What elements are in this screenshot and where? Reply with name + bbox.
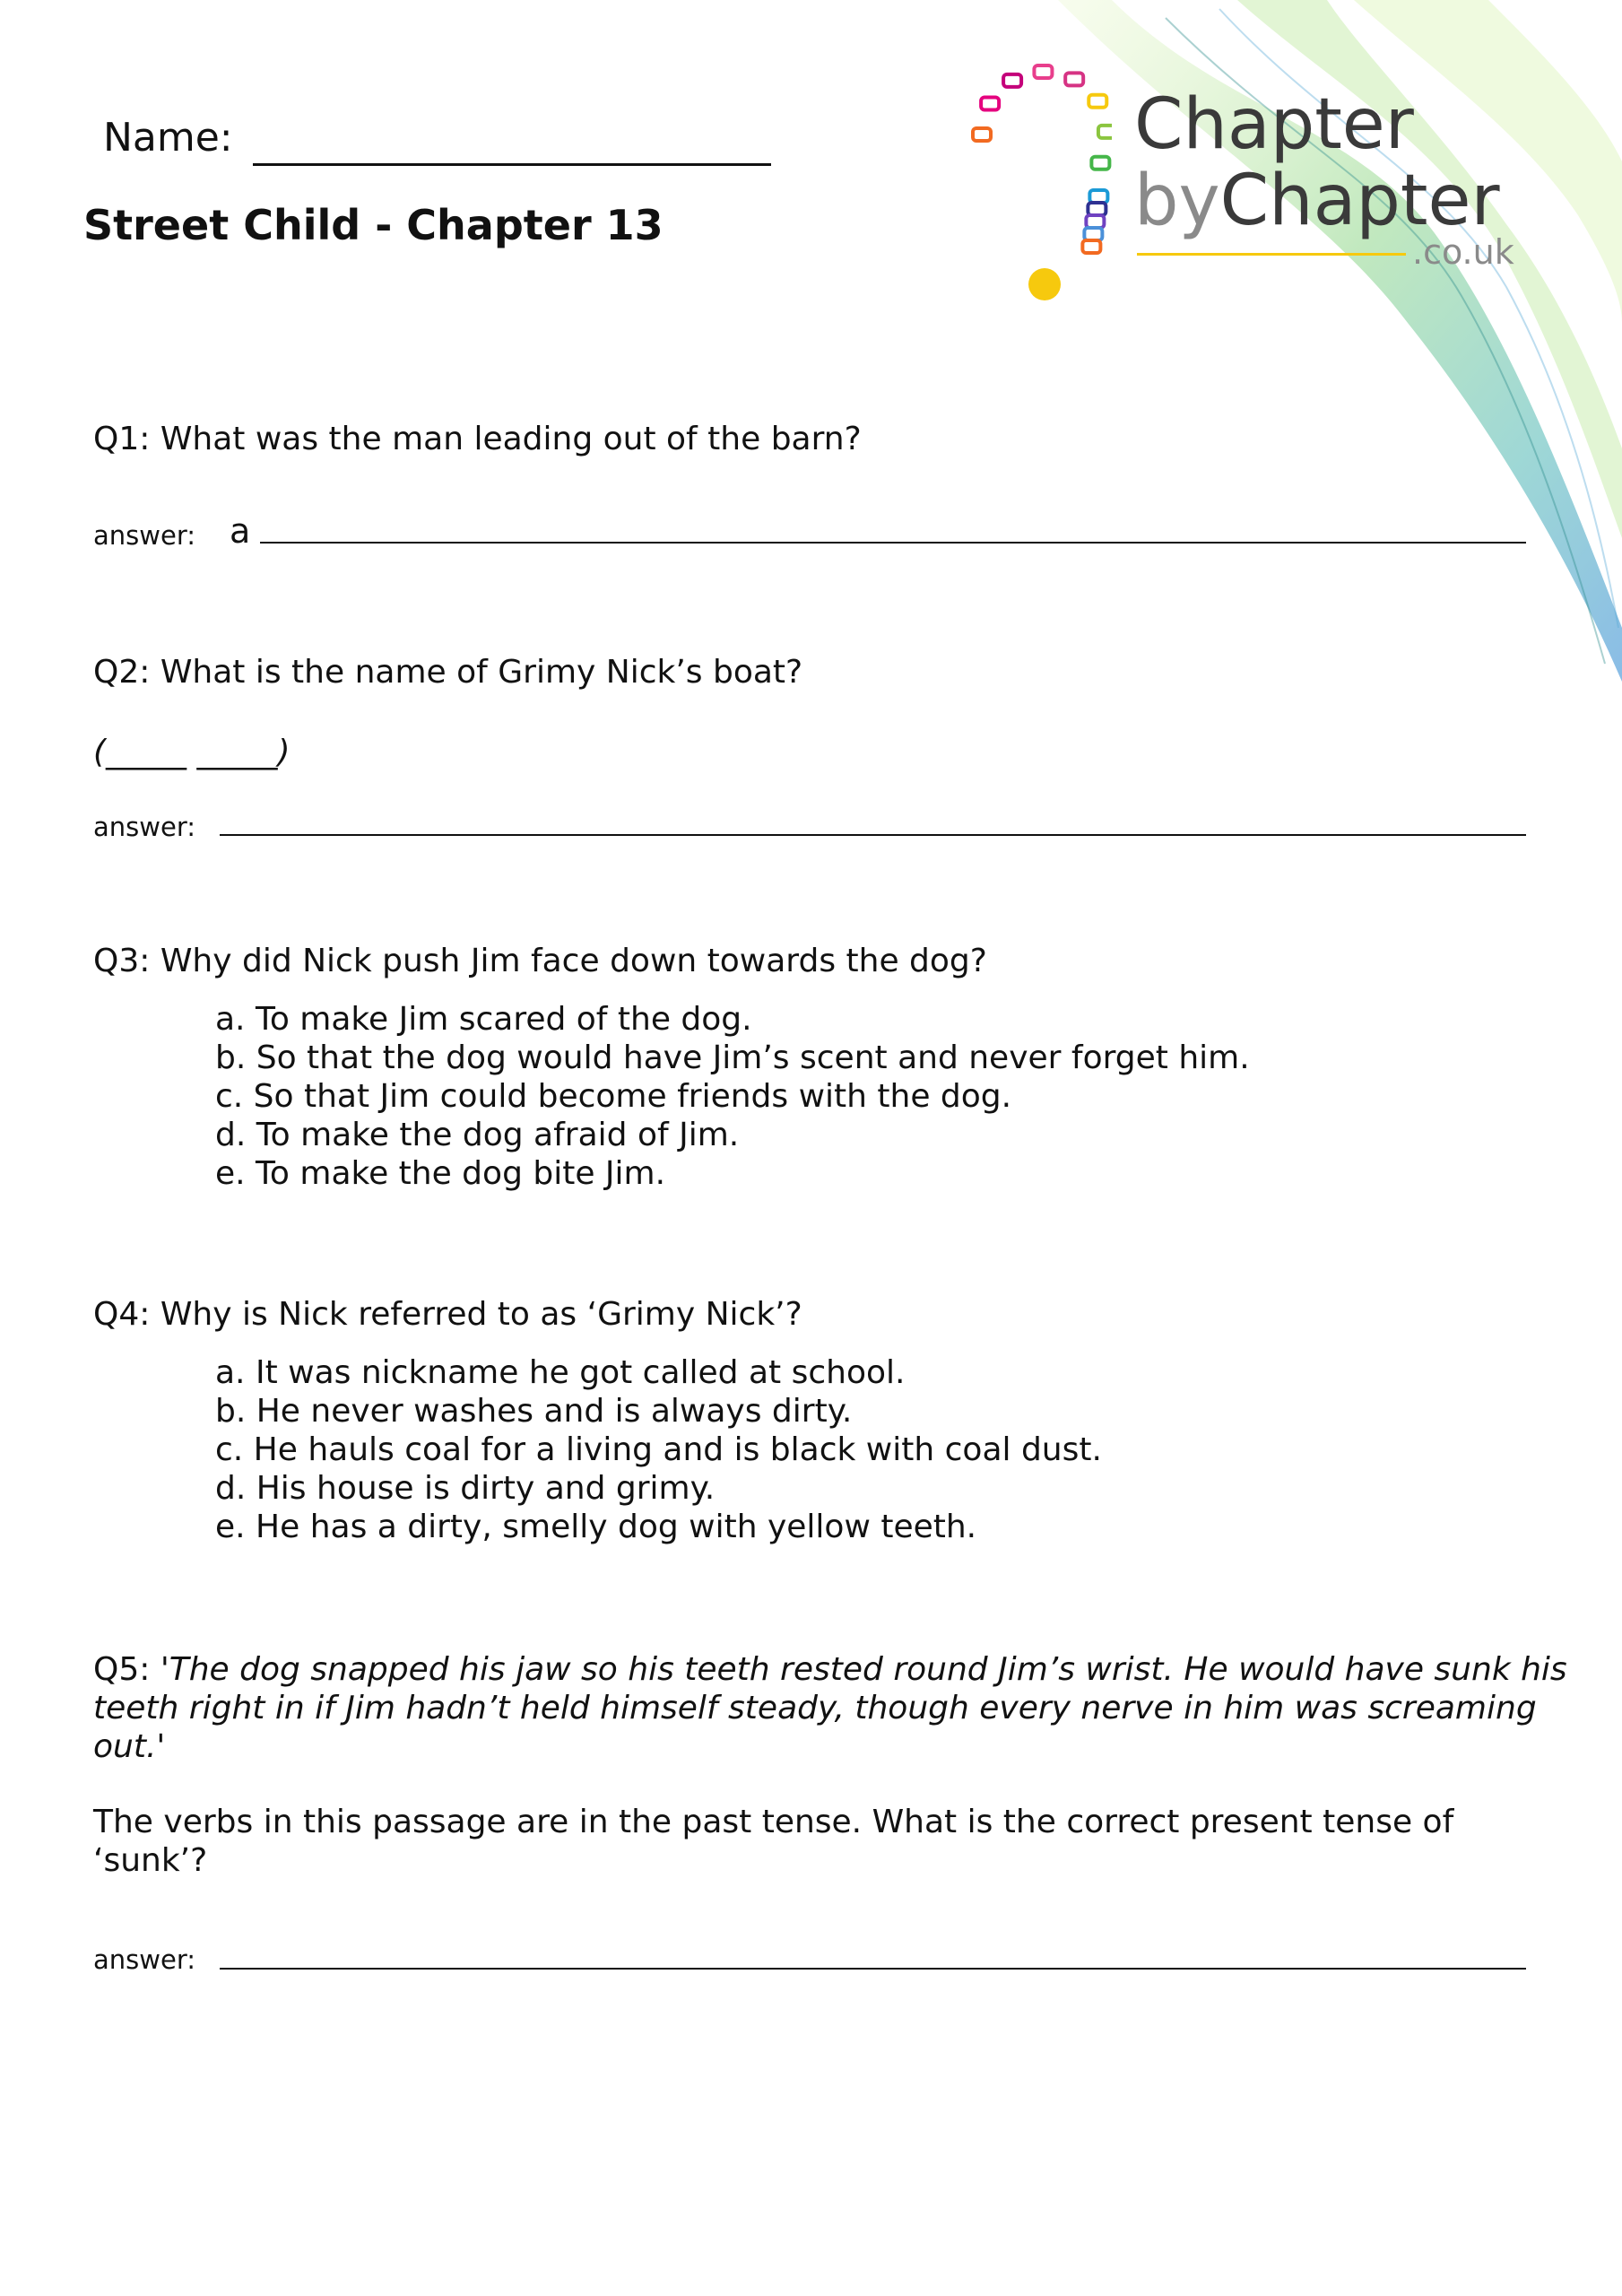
logo-word-bychapter [1134,161,1500,241]
answer-label-5: answer: [93,1944,196,1975]
answer-line-1[interactable] [260,542,1526,544]
logo-book-icon [1084,228,1102,240]
question-1: Q1: What was the man leading out of the barn? [93,421,862,457]
logo-book-icon [1089,95,1106,108]
question-3: Q3: Why did Nick push Jim face down towards the dog? [93,943,987,979]
answer-line-5[interactable] [220,1968,1526,1970]
option-3b[interactable]: b. So that the dog would have Jim’s scent and never forget him. [215,1039,1250,1076]
logo-book-icon [1088,203,1106,215]
chapter-by-chapter-logo-icon [964,49,1112,309]
option-3d[interactable]: d. To make the dog afraid of Jim. [215,1117,740,1153]
worksheet-title: Street Child - Chapter 13 [83,201,664,249]
name-label: Name: [103,115,233,161]
logo-book-icon [1082,240,1100,253]
logo-book-icon [1003,74,1021,87]
question-5-passage [93,1650,1573,1766]
answer-line-2[interactable] [220,834,1526,836]
option-4d[interactable]: d. His house is dirty and grimy. [215,1470,716,1507]
question-4: Q4: Why is Nick referred to as ‘Grimy Nick’? [93,1296,802,1333]
question-5: The verbs in this passage are in the past tense. What is the correct present tense of ‘sunk’? [93,1804,1454,1879]
logo-book-icon [981,97,999,109]
options-list-3 [215,1000,1250,1193]
answer-label-2: answer: [93,812,196,842]
answer-prefix-1: a [230,511,251,551]
option-3a[interactable]: a. To make Jim scared of the dog. [215,1001,752,1038]
options-list-4 [215,1353,1102,1546]
name-field-line[interactable] [253,163,771,166]
question-2: Q2: What is the name of Grimy Nick’s boat? [93,654,803,691]
logo-book-icon [1034,65,1052,78]
option-3e[interactable]: e. To make the dog bite Jim. [215,1155,666,1192]
logo-book-icon [973,128,991,141]
logo-book-icon [1091,157,1109,170]
option-4a[interactable]: a. It was nickname he got called at school. [215,1354,906,1391]
logo-word-chapter: Chapter [1134,84,1414,165]
question-5-quote: 'The dog snapped his jaw so his teeth rested round Jim’s wrist. He would have sunk his teeth right in if Jim hadn’t held himself steady, though every nerve in him was screaming out.' [93,1651,1567,1765]
logo-book-icon [1098,126,1112,138]
logo-underline [1137,253,1406,256]
logo-word-chapter-2: Chapter [1219,161,1500,241]
answer-hint-2: (_____ _____) [93,734,291,770]
answer-label-1: answer: [93,520,196,551]
logo-word-by: by [1134,161,1220,241]
option-4e[interactable]: e. He has a dirty, smelly dog with yellow teeth. [215,1509,977,1545]
logo-book-icon [1065,73,1083,85]
option-4b[interactable]: b. He never washes and is always dirty. [215,1393,853,1430]
logo-book-icon [1089,190,1107,203]
logo-book-icon [1086,215,1104,228]
option-4c[interactable]: c. He hauls coal for a living and is black with coal dust. [215,1431,1102,1468]
option-3c[interactable]: c. So that Jim could become friends with the dog. [215,1078,1012,1115]
question-5-label: Q5: [93,1651,160,1688]
logo-domain: .co.uk [1412,232,1514,272]
